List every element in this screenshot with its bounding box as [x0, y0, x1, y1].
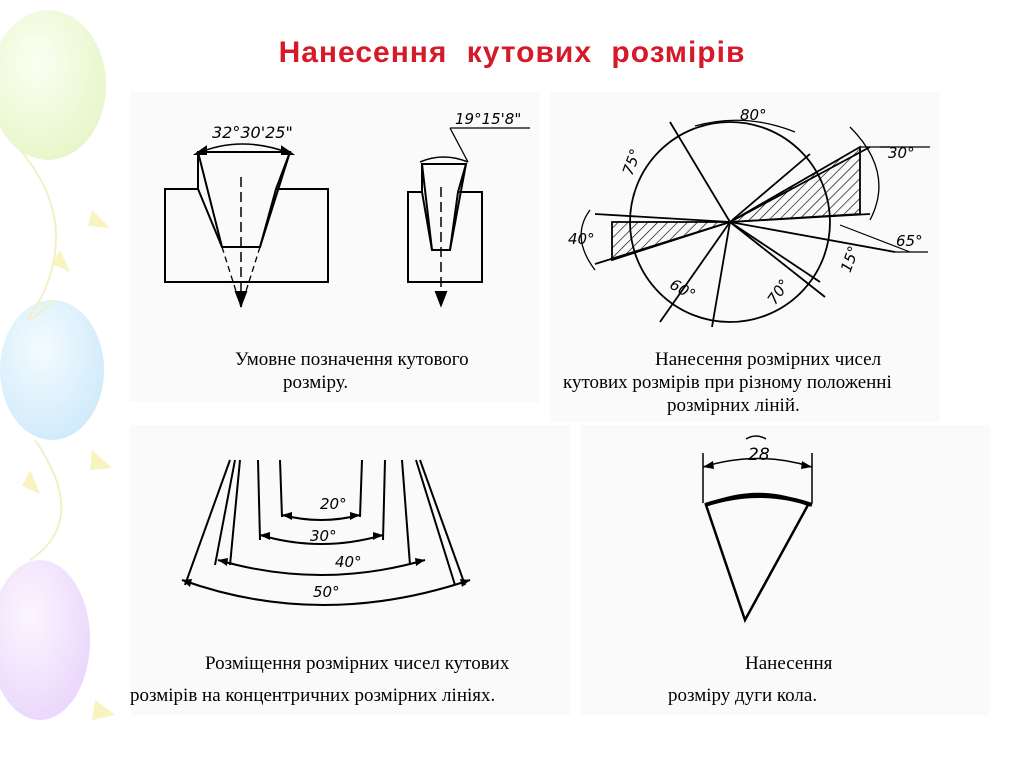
angle-label-a: 32°30'25" — [212, 123, 293, 142]
label-20: 20° — [320, 495, 347, 513]
balloon-decoration — [0, 0, 130, 768]
angle-label-b: 19°15'8" — [455, 110, 522, 128]
sector-outline — [706, 494, 808, 620]
caption-2-line2: кутових розмірів при різному положенні — [563, 372, 892, 393]
caption-1-line1: Умовне позначення кутового — [235, 349, 469, 370]
label-40: 40° — [568, 230, 595, 248]
caption-4-line1: Нанесення — [745, 653, 833, 674]
slide-title: Нанесення кутових розмірів — [278, 36, 746, 69]
label-75: 75° — [618, 146, 645, 178]
label-60: 60° — [666, 275, 699, 305]
label-40b: 40° — [335, 553, 362, 571]
caption-2-line1: Нанесення розмірних чисел — [655, 349, 882, 370]
caption-1-line2: розміру. — [283, 372, 349, 393]
left-wedge-top — [198, 152, 290, 189]
purple-balloon — [0, 560, 90, 720]
left-part-outline — [165, 189, 328, 282]
caption-3-line1: Розміщення розмірних чисел кутових — [205, 653, 510, 674]
label-30: 30° — [888, 144, 915, 162]
label-70: 70° — [763, 275, 794, 308]
arc-label-28: 28 — [748, 445, 770, 465]
label-65: 65° — [896, 232, 923, 250]
caption-3-line2: розмірів на концентричних розмірних лініях. — [130, 685, 496, 706]
label-30b: 30° — [310, 527, 337, 545]
caption-2-line3: розмірних ліній. — [667, 395, 800, 416]
label-80: 80° — [740, 106, 767, 124]
blue-balloon — [0, 300, 104, 440]
green-balloon — [0, 10, 106, 160]
right-part-outline — [408, 192, 482, 282]
caption-4-line2: розміру дуги кола. — [668, 685, 818, 706]
label-15: 15° — [836, 243, 863, 275]
label-50: 50° — [313, 583, 340, 601]
